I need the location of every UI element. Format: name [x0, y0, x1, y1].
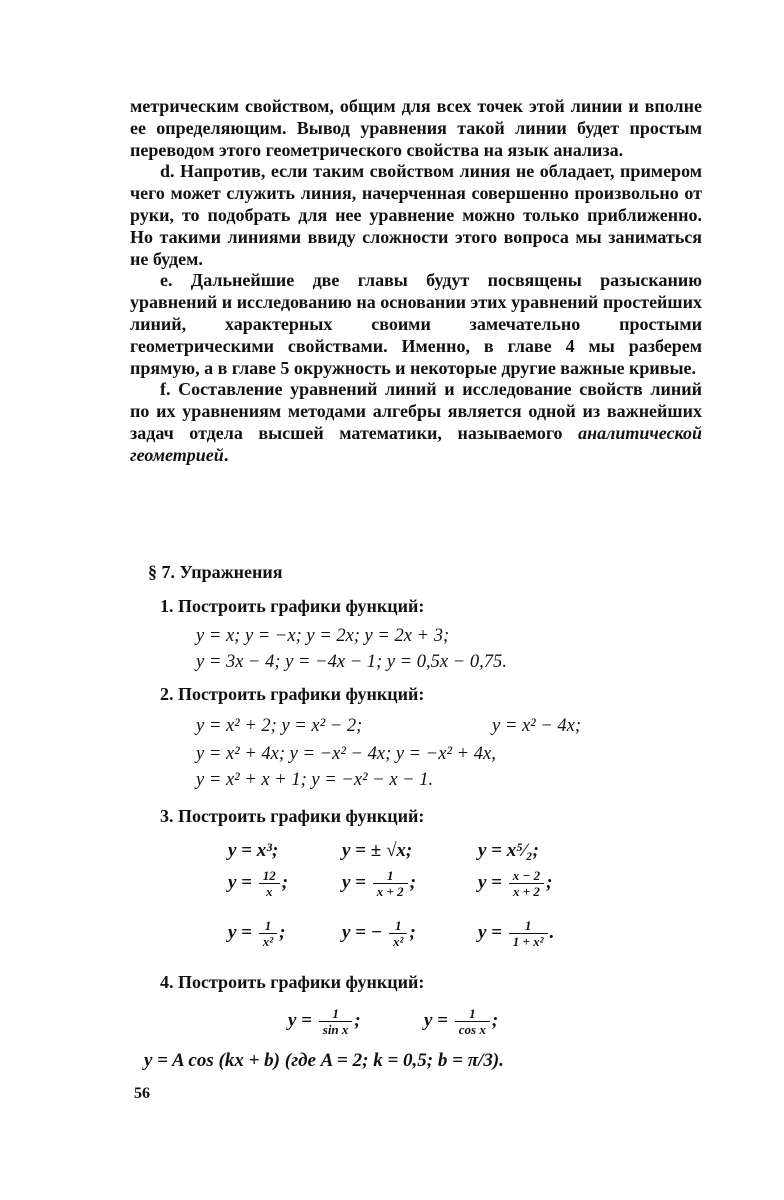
ex3-r3c2-pre: y = − — [342, 921, 383, 943]
numerator: 12 — [262, 868, 276, 883]
exercise-4-title: 4. Построить графики функций: — [160, 972, 425, 992]
ex3-r2c1-fraction — [259, 868, 280, 899]
paragraph-d: d. Напротив, если таким свойством линия не обладает, примером чего может служить линия, начерченная совершенно произвольно от руки, то подобрать для нее уравнение можно только приближенно. Но такими линиями ввиду сложности этого вопроса мы заниматься не будем. — [130, 161, 702, 269]
denominator: x² — [393, 934, 404, 949]
exercise-2-title: 2. Построить графики функций: — [160, 684, 425, 704]
denominator: x² — [262, 934, 274, 949]
denominator: x + 2 — [513, 884, 540, 899]
numerator: 1 — [394, 918, 402, 933]
paragraph-intro: метрическим свойством, общим для всех точек этой линии и вполне ее определяющим. Вывод уравнения такой линии будет простым переводом этого геометрического свойства на язык анализа. — [130, 96, 702, 160]
ex3-r2c1-pre: y = — [228, 871, 253, 893]
ex3-r2c2-post: ; — [409, 871, 417, 893]
ex4-f2-pre: y = — [424, 1009, 449, 1031]
ex3-r2c1 — [228, 868, 288, 899]
ex3-r2c1-post: ; — [281, 871, 289, 893]
ex3-r3c2-post: ; — [409, 921, 416, 943]
ex4-f1-fraction — [319, 1006, 353, 1037]
ex4-formula-2 — [424, 1006, 498, 1037]
ex3-r2c2-pre: y = — [342, 871, 367, 893]
paragraph-f — [130, 379, 702, 466]
ex4-last-formula: y = A cos (kx + b) (где A = 2; k = 0,5; b = π/3). — [144, 1050, 504, 1071]
numerator: 1 — [469, 1006, 476, 1021]
exercise-3-title: 3. Построить графики функций: — [160, 806, 425, 826]
ex4-formula-1 — [288, 1006, 361, 1037]
paragraph-e: e. Дальнейшие две главы будут посвящены разысканию уравнений и исследованию на основании этих уравнений простейших линий, характерных своими замечательно простыми геометрическими свойствами. Именно, в главе 4 мы разберем прямую, а в главе 5 окружность и некоторые другие важные кривые. — [130, 270, 702, 378]
exercise-2-row-1b: y = x² − 4x; — [492, 716, 582, 736]
ex3-r3c1-pre: y = — [228, 921, 253, 943]
ex4-f1-pre: y = — [288, 1009, 313, 1031]
ex3-r3c3 — [478, 918, 554, 949]
ex3-r1c3: y = x⁵⁄₂; — [478, 840, 539, 861]
term-analytic-geometry: аналитической геометрией — [130, 422, 702, 465]
numerator: 1 — [386, 868, 394, 883]
numerator: x − 2 — [512, 868, 541, 883]
ex3-r3c3-fraction — [509, 918, 548, 949]
denominator: x — [266, 884, 273, 899]
ex3-r3c2-fraction — [389, 918, 407, 949]
numerator: 1 — [332, 1006, 339, 1021]
page-body — [130, 96, 702, 1071]
ex3-r2c3 — [478, 868, 552, 899]
ex3-r1c2: y = ± √x; — [342, 840, 413, 861]
exercise-1-row-2: y = 3x − 4; y = −4x − 1; y = 0,5x − 0,75. — [196, 652, 507, 672]
ex4-f2-fraction — [455, 1006, 490, 1037]
exercise-1-row-1: y = x; y = −x; y = 2x; y = 2x + 3; — [196, 626, 450, 646]
ex3-r2c2-fraction — [373, 868, 408, 899]
ex4-f1-post: ; — [354, 1009, 361, 1031]
ex3-r3c1-fraction — [259, 918, 277, 949]
ex3-r3c3-post: . — [549, 921, 555, 943]
denominator: x + 2 — [376, 884, 404, 899]
ex3-r2c3-fraction — [509, 868, 544, 899]
exercise-1-title: 1. Построить графики функций: — [160, 596, 425, 616]
ex3-r3c3-pre: y = — [478, 921, 503, 943]
section-title: § 7. Упражнения — [148, 562, 283, 582]
ex3-r2c3-pre: y = — [478, 871, 503, 893]
ex3-r1c1: y = x³; — [228, 840, 279, 861]
ex3-r3c1 — [228, 918, 286, 949]
paragraph-f-end: . — [223, 444, 229, 465]
page-number: 56 — [134, 1085, 150, 1102]
ex3-r2c3-post: ; — [546, 871, 553, 893]
exercise-2-row-2: y = x² + 4x; y = −x² − 4x; y = −x² + 4x, — [196, 744, 496, 764]
paragraph-f-text: f. Составление уравнений линий и исследование свойств линий по их уравнениям методами алгебры является одной из важнейших задач отдела высшей математики, называемого — [130, 379, 702, 443]
numerator: 1 — [524, 918, 532, 933]
denominator: cos x — [458, 1022, 486, 1037]
ex3-r2c2 — [342, 868, 416, 899]
denominator: sin x — [322, 1022, 349, 1037]
numerator: 1 — [264, 918, 272, 933]
denominator: 1 + x² — [512, 934, 544, 949]
ex3-r3c2 — [342, 918, 416, 949]
ex4-f2-post: ; — [491, 1009, 499, 1031]
ex3-r3c1-post: ; — [279, 921, 286, 943]
exercise-2-row-3: y = x² + x + 1; y = −x² − x − 1. — [196, 770, 434, 790]
exercise-2-row-1a: y = x² + 2; y = x² − 2; — [196, 716, 363, 736]
